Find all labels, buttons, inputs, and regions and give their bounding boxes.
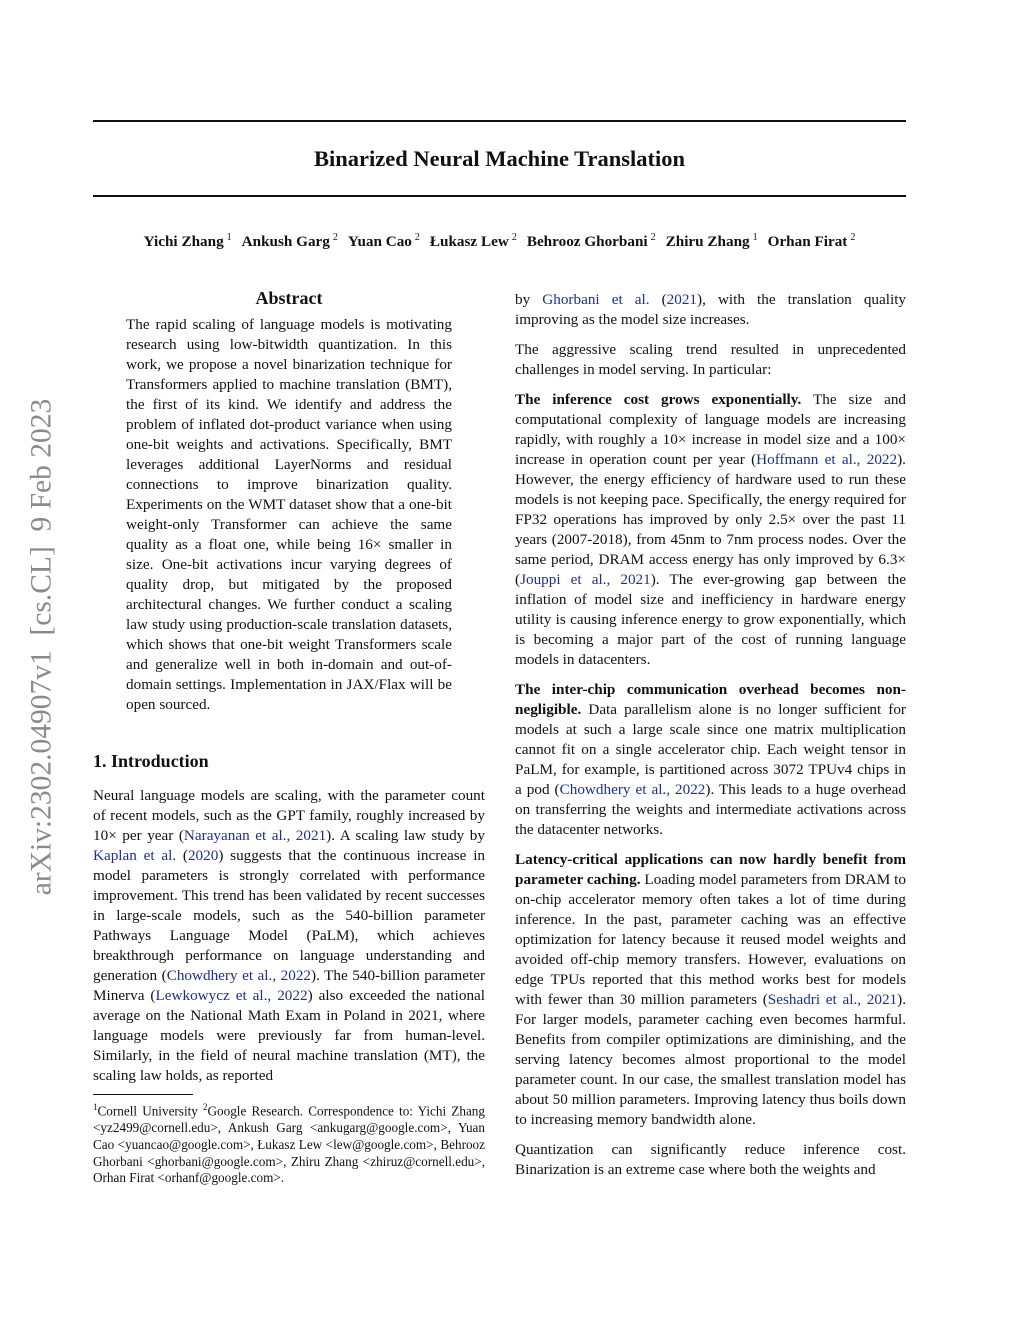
author: [768, 233, 856, 250]
citation-link[interactable]: Ghorbani et al.: [542, 291, 650, 308]
author-name: Orhan Firat: [767, 233, 848, 251]
text-run: ), with the translation quality improving as the model size increases.: [515, 291, 907, 328]
text-run: ). A scaling law study by: [326, 827, 485, 844]
text-run: ). For larger models, parameter caching even becomes harmful. Benefits from compiler optimizations are diminishing, and the serving latency becomes almost proportional to the model parameter count. In our case, the smallest translation model has about 50 million parameters. Improving latency thus boils down to increasing memory bandwidth alone.: [515, 991, 906, 1128]
affiliation-mark: 2: [511, 232, 517, 243]
citation-link[interactable]: Chowdhery et al., 2022: [166, 967, 312, 984]
paragraph: [515, 850, 906, 1130]
paragraph-lead-heading: The inference cost grows exponentially.: [515, 391, 802, 408]
text-run: ). The 540-billion parameter Minerva (: [93, 967, 486, 1004]
paragraph-lead-heading: Latency-critical applications can now hardly benefit from parameter caching.: [515, 851, 906, 888]
citation-link[interactable]: Seshadri et al., 2021: [767, 991, 898, 1008]
citation-link[interactable]: 2020: [187, 847, 219, 864]
author: [666, 233, 758, 250]
affiliation-mark: 2: [414, 232, 420, 243]
text-run: ) also exceeded the national average on the National Math Exam in Poland in 2021, where language models were previously far from human-level. Similarly, in the field of neural machine translation (MT), the scaling law holds, as reported: [93, 987, 486, 1084]
citation-link[interactable]: Narayanan et al., 2021: [183, 827, 327, 844]
author: [430, 233, 517, 250]
text-run: (: [649, 291, 667, 308]
text-run: ). However, the energy efficiency of hardware used to run these models is not keeping pace. Specifically, the energy required for FP32 operations has improved by only 2.5× over the past 11 years (2007-2018), from 45nm to 7nm process nodes. Over the same period, DRAM access energy has only improved by 6.3× (: [515, 451, 906, 588]
abstract-paragraph: The rapid scaling of language models is motivating research using low-bitwidth quantization. In this work, we propose a novel binarization technique for Transformers applied to machine translation (BMT), the first of its kind. We identify and address the problem of inflated dot-product variance when using one-bit weights and activations. Specifically, BMT leverages additional LayerNorms and residual connections to improve binarization quality. Experiments on the WMT dataset show that a one-bit weight-only Transformer can achieve the same quality as a float one, while being 16× smaller in size. One-bit activations incur varying degrees of quality drop, but mitigated by the proposed architectural changes. We further conduct a scaling law study using production-scale translation datasets, which shows that one-bit weight Transformers scale and generalize well in both in-domain and out-of-domain settings. Implementation in JAX/Flax will be open sourced.: [126, 316, 452, 713]
citation-link[interactable]: Chowdhery et al., 2022: [559, 781, 706, 798]
text-run: ) suggests that the continuous increase in model parameters is strongly correlated with performance improvement. This trend has been validated by recent successes in large-scale models, such as the 540-billion parameter Pathways Language Model (PaLM), which achieves breakthrough performance on language understanding and generation (: [93, 847, 486, 984]
paper-title: Binarized Neural Machine Translation: [313, 146, 686, 171]
text-run: by: [515, 291, 543, 308]
footnote-mark-1: 1: [93, 1102, 98, 1112]
paragraph: [515, 290, 906, 330]
text-run: (: [176, 847, 188, 864]
footnote-mark-2: 2: [203, 1102, 208, 1112]
author-name: Zhiru Zhang: [665, 233, 750, 251]
paragraph: [515, 390, 906, 670]
text-run: The aggressive scaling trend resulted in unprecedented challenges in model serving. In particular:: [515, 341, 906, 378]
introduction-heading: 1. Introduction: [93, 751, 209, 771]
author-name: Behrooz Ghorbani: [526, 233, 648, 251]
citation-link[interactable]: Hoffmann et al., 2022: [756, 451, 898, 468]
paragraph: [93, 786, 485, 1086]
paragraph-lead-heading: The inter-chip communication overhead becomes non-negligible.: [515, 681, 906, 718]
author-list: [93, 232, 906, 251]
text-run: Quantization can significantly reduce inference cost. Binarization is an extreme case where both the weights and: [515, 1141, 906, 1178]
citation-link[interactable]: Jouppi et al., 2021: [520, 571, 651, 588]
abstract-text: [126, 315, 452, 715]
author-name: Łukasz Lew: [429, 233, 509, 251]
title-bottom-rule: [93, 195, 906, 197]
title-top-rule: [93, 120, 906, 122]
right-column-body: [515, 290, 906, 1190]
text-run: ). This leads to a huge overhead on transferring the weights and intermediate activations across the datacenter networks.: [515, 781, 906, 838]
text-run: Data parallelism alone is no longer sufficient for models at such a large scale since one matrix multiplication cannot fit on a single accelerator chip. Each weight tensor in PaLM, for example, is partitioned across 3072 TPUv4 chips in a pod (: [515, 701, 906, 798]
footnote-rule: [93, 1094, 193, 1095]
author: [144, 233, 232, 250]
affiliation-mark: 1: [752, 232, 758, 243]
text-run: Neural language models are scaling, with the parameter count of recent models, such as the GPT family, roughly increased by 10× per year (: [93, 787, 485, 844]
correspondence-text: Google Research. Correspondence to: Yichi Zhang <yz2499@cornell.edu>, Ankush Garg <ankugarg@google.com>, Yuan Cao <yuancao@google.com>, Łukasz Lew <lew@google.com>, Behrooz Ghorbani <ghorbani@google.com>, Zhiru Zhang <zhiruz@cornell.edu>, Orhan Firat <orhanf@google.com>.: [93, 1103, 485, 1186]
affiliation-mark: 2: [650, 232, 656, 243]
footnote: [93, 1099, 485, 1187]
text-run: ). The ever-growing gap between the inflation of model size and inefficiency in hardware energy utility is causing inference energy to grow exponentially, which is becoming a major part of the cost of running language models in datacenters.: [515, 571, 906, 668]
author: [527, 233, 656, 250]
introduction-body: [93, 786, 485, 1086]
author: [242, 233, 338, 250]
paragraph: [515, 680, 906, 840]
affiliation-mark: 2: [332, 232, 338, 243]
affiliation-mark: 1: [226, 232, 232, 243]
citation-link[interactable]: Lewkowycz et al., 2022: [155, 987, 308, 1004]
paragraph: [515, 340, 906, 380]
text-run: Loading model parameters from DRAM to on-chip accelerator memory often takes a lot of time during inference. In the past, parameter caching was an effective optimization for latency because it reused model weights and avoided off-chip memory transfers. However, evaluations on edge TPUs reported that this method works best for models with fewer than 30 million parameters (: [515, 871, 906, 1008]
author: [348, 233, 420, 250]
text-run: The size and computational complexity of language models are increasing rapidly, with roughly a 10× increase in model size and a 100× increase in operation count per year (: [515, 391, 907, 468]
author-name: Ankush Garg: [241, 233, 330, 251]
arxiv-identifier-stamp: arXiv:2302.04907v1 [cs.CL] 9 Feb 2023: [25, 398, 58, 896]
affiliation-1: Cornell University: [97, 1103, 203, 1119]
abstract-heading: Abstract: [255, 288, 323, 308]
paragraph: [515, 1140, 906, 1180]
affiliation-mark: 2: [850, 232, 856, 243]
author-name: Yuan Cao: [347, 233, 412, 251]
author-name: Yichi Zhang: [143, 233, 224, 251]
citation-link[interactable]: Kaplan et al.: [93, 847, 177, 864]
citation-link[interactable]: 2021: [666, 291, 698, 308]
